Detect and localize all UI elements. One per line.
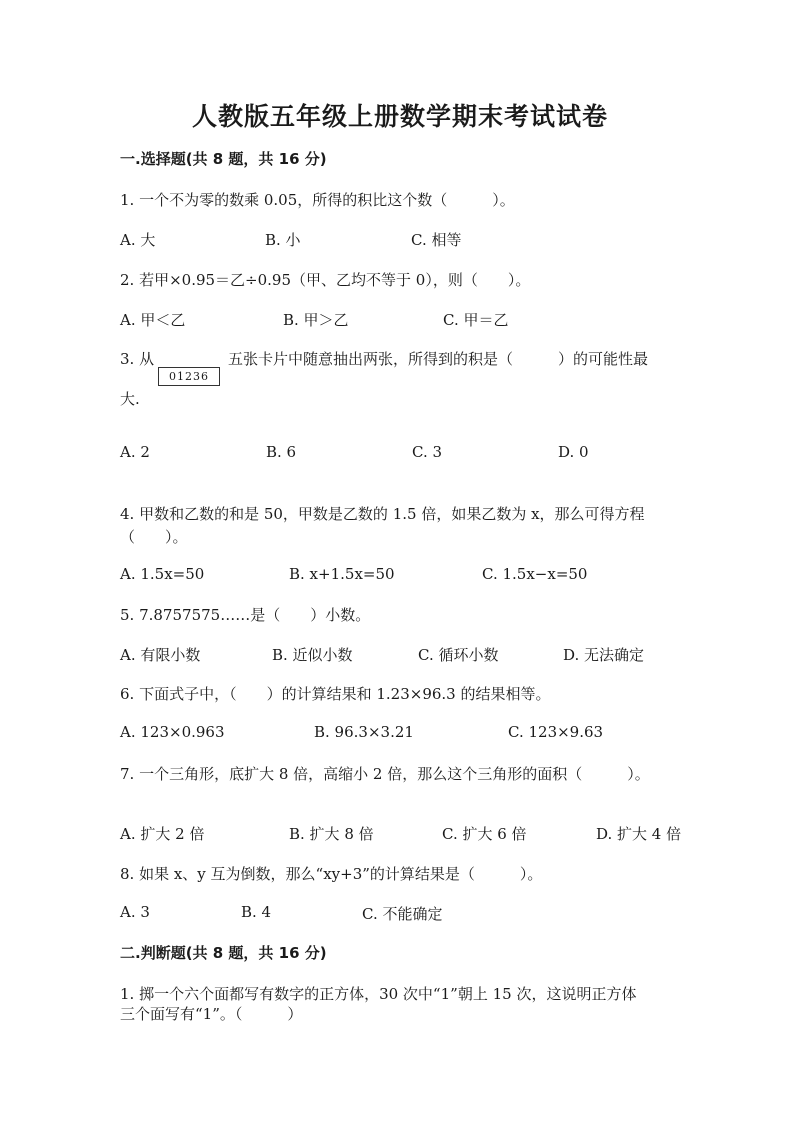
option-5c: C. 循环小数 [418, 646, 499, 664]
option-1a: A. 大 [120, 231, 156, 249]
option-3b: B. 6 [266, 443, 297, 461]
option-8c: C. 不能确定 [362, 905, 443, 923]
question-5: 5. 7.8757575……是（ ）小数。 [120, 606, 371, 624]
question-3-start: 3. 从 [120, 350, 155, 368]
section-header-choice: 一.选择题(共 8 题，共 16 分) [120, 150, 327, 168]
option-5b: B. 近似小数 [272, 646, 353, 664]
option-7a: A. 扩大 2 倍 [120, 825, 205, 843]
option-6a: A. 123×0.963 [120, 723, 225, 741]
judgment-question-1: 1. 掷一个六个面都写有数字的正方体，30 次中“1”朝上 15 次，这说明正方体 [120, 985, 637, 1003]
option-2b: B. 甲＞乙 [283, 311, 349, 329]
option-3a: A. 2 [120, 443, 150, 461]
option-3d: D. 0 [558, 443, 589, 461]
question-2: 2. 若甲×0.95＝乙÷0.95（甲、乙均不等于 0），则（ ）。 [120, 271, 531, 289]
number-cards: 01236 [158, 367, 220, 386]
option-4c: C. 1.5x−x=50 [482, 565, 588, 583]
option-5d: D. 无法确定 [563, 646, 645, 664]
option-2a: A. 甲＜乙 [120, 311, 186, 329]
question-7: 7. 一个三角形，底扩大 8 倍，高缩小 2 倍，那么这个三角形的面积（ ）。 [120, 765, 650, 783]
question-4: 4. 甲数和乙数的和是 50，甲数是乙数的 1.5 倍，如果乙数为 x，那么可得方程 [120, 505, 645, 523]
option-7d: D. 扩大 4 倍 [596, 825, 682, 843]
option-4b: B. x+1.5x=50 [289, 565, 395, 583]
option-1c: C. 相等 [411, 231, 462, 249]
page-title: 人教版五年级上册数学期末考试试卷 [191, 102, 608, 131]
option-6c: C. 123×9.63 [508, 723, 604, 741]
option-6b: B. 96.3×3.21 [314, 723, 414, 741]
option-2c: C. 甲＝乙 [443, 311, 509, 329]
option-7c: C. 扩大 6 倍 [442, 825, 527, 843]
question-4-line2: （ ）。 [120, 528, 188, 546]
option-8a: A. 3 [120, 903, 150, 921]
option-3c: C. 3 [412, 443, 443, 461]
section-header-judgment: 二.判断题(共 8 题，共 16 分) [120, 944, 327, 962]
option-5a: A. 有限小数 [120, 646, 201, 664]
option-7b: B. 扩大 8 倍 [289, 825, 374, 843]
option-4a: A. 1.5x=50 [120, 565, 205, 583]
question-3-rest: 五张卡片中随意抽出两张，所得到的积是（ ）的可能性最 [228, 350, 649, 368]
option-1b: B. 小 [265, 231, 301, 249]
question-1: 1. 一个不为零的数乘 0.05，所得的积比这个数（ ）。 [120, 191, 515, 209]
option-8b: B. 4 [241, 903, 272, 921]
judgment-question-1-line2: 三个面写有“1”。（ ） [120, 1005, 303, 1023]
question-6: 6. 下面式子中，（ ）的计算结果和 1.23×96.3 的结果相等。 [120, 685, 551, 703]
question-3-end: 大. [120, 390, 140, 408]
question-8: 8. 如果 x、y 互为倒数，那么“xy+3”的计算结果是（ ）。 [120, 865, 543, 883]
